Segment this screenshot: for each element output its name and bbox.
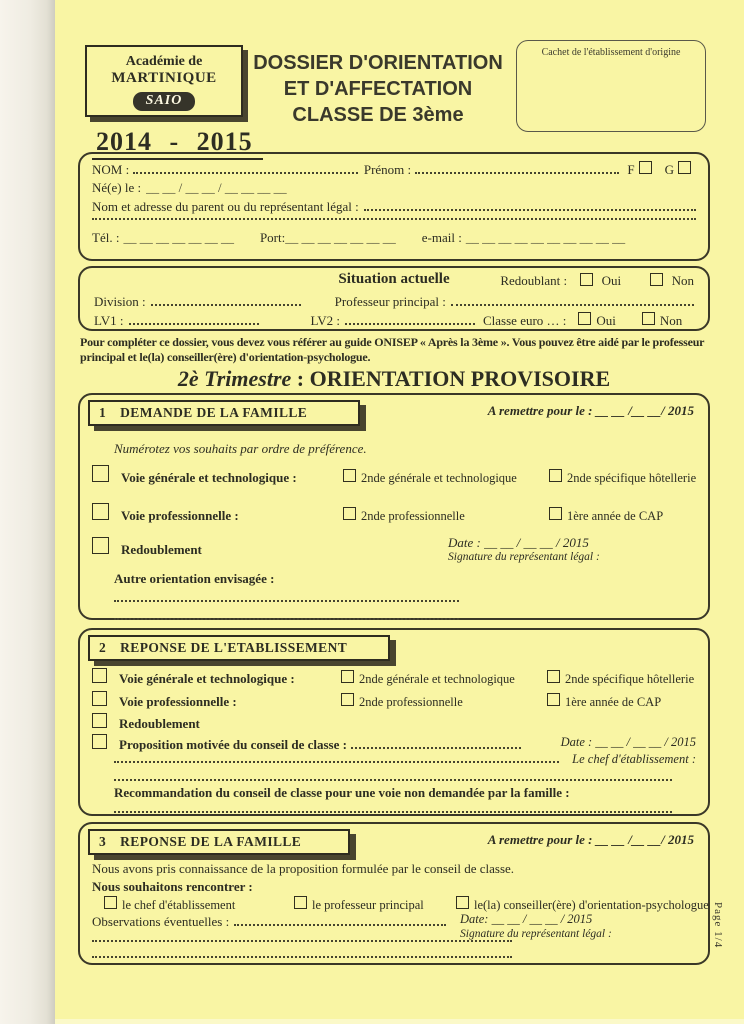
section-establishment-response bbox=[78, 628, 710, 816]
s1-other-label: Autre orientation envisagée : bbox=[114, 571, 275, 586]
redoublant-oui-label: Oui bbox=[601, 273, 622, 288]
due1-label: A remettre pour le : bbox=[487, 403, 593, 418]
form-title-line2: ET D'AFFECTATION bbox=[283, 78, 473, 100]
s1-redoublement-label: Redoublement bbox=[121, 542, 202, 557]
division-field[interactable] bbox=[151, 303, 301, 306]
s3-meet-label: Nous souhaitons rencontrer : bbox=[92, 879, 253, 894]
s3-obs-field-line2[interactable] bbox=[92, 939, 512, 942]
academy-name-line1: Académie de bbox=[125, 54, 203, 69]
academy-logo-box bbox=[85, 45, 243, 117]
s3-obs-field[interactable] bbox=[234, 923, 446, 926]
due3-label: A remettre pour le : bbox=[487, 832, 593, 847]
checkbox-s1-2nde-gt[interactable] bbox=[343, 469, 356, 482]
section1-header bbox=[88, 400, 360, 426]
s2-redoublement-label: Redoublement bbox=[119, 716, 200, 731]
s1-2nde-pro-label: 2nde professionnelle bbox=[361, 509, 465, 523]
f-label: F bbox=[627, 162, 635, 177]
g-label: G bbox=[664, 162, 674, 177]
scanner-edge bbox=[0, 0, 55, 1024]
s2-proposition-field-line2[interactable] bbox=[114, 760, 559, 763]
s2-2nde-gt-label: 2nde générale et technologique bbox=[359, 672, 515, 686]
checkbox-s2-redoublement[interactable] bbox=[92, 713, 107, 728]
checkbox-s1-cap[interactable] bbox=[549, 507, 562, 520]
s1-2nde-hotellerie-label: 2nde spécifique hôtellerie bbox=[567, 471, 697, 485]
s1-other-field-line1[interactable] bbox=[114, 599, 459, 602]
s3-signature-label: Signature du représentant légal : bbox=[460, 928, 612, 940]
email-label: e-mail : bbox=[421, 230, 462, 245]
prenom-label: Prénom : bbox=[363, 162, 412, 177]
trimester-title: ORIENTATION PROVISOIRE bbox=[309, 366, 611, 391]
section1-instruction: Numérotez vos souhaits par ordre de préférence. bbox=[114, 441, 367, 456]
tel-field[interactable]: __ __ __ __ __ __ __ bbox=[123, 230, 234, 245]
section1-number: 1 bbox=[99, 405, 107, 420]
birthdate-label: Né(e) le : bbox=[92, 180, 142, 195]
guardian-field-line1[interactable] bbox=[364, 208, 696, 211]
euro-non-label: Non bbox=[659, 313, 683, 328]
s2-recommendation-field[interactable] bbox=[114, 810, 672, 813]
prof-principal-label: Professeur principal : bbox=[334, 294, 446, 309]
guardian-label: Nom et adresse du parent ou du représentant légal : bbox=[92, 199, 359, 214]
prenom-field[interactable] bbox=[415, 171, 619, 174]
s1-cap-label: 1ère année de CAP bbox=[567, 509, 664, 523]
s1-voie-pro-label: Voie professionnelle : bbox=[121, 508, 239, 523]
redoublant-label: Redoublant : bbox=[500, 273, 568, 288]
checkbox-sex-f[interactable] bbox=[639, 161, 652, 174]
s3-prof-label: le professeur principal bbox=[312, 898, 424, 912]
checkbox-s3-chef[interactable] bbox=[104, 896, 117, 909]
section3-header bbox=[88, 829, 350, 855]
s2-2nde-hotellerie-label: 2nde spécifique hôtellerie bbox=[565, 672, 695, 686]
due1-date-field[interactable]: __ __ /__ __/ 2015 bbox=[595, 403, 694, 418]
checkbox-s3-cop[interactable] bbox=[456, 896, 469, 909]
s2-voie-generale-label: Voie générale et technologique : bbox=[119, 671, 295, 686]
birthdate-field[interactable]: __ __ / __ __ / __ __ __ __ bbox=[146, 180, 287, 195]
section2-title: REPONSE DE L'ETABLISSEMENT bbox=[120, 640, 348, 655]
nom-field[interactable] bbox=[133, 171, 358, 174]
lv2-field[interactable] bbox=[345, 322, 475, 325]
trimester-heading bbox=[78, 366, 710, 392]
checkbox-s3-prof[interactable] bbox=[294, 896, 307, 909]
s3-date-field[interactable]: __ __ / __ __ / 2015 bbox=[491, 912, 593, 926]
page-bottom-edge bbox=[55, 1019, 744, 1024]
situation-title: Situation actuelle bbox=[338, 271, 450, 287]
section-family-request bbox=[78, 393, 710, 620]
form-title-line3: CLASSE DE 3ème bbox=[292, 104, 464, 126]
checkbox-s2-cap[interactable] bbox=[547, 693, 560, 706]
checkbox-redoublant-non[interactable] bbox=[650, 273, 663, 286]
s3-date-line bbox=[460, 912, 592, 927]
s2-head-label: Le chef d'établissement : bbox=[572, 752, 696, 766]
due3-date-field[interactable]: __ __ /__ __/ 2015 bbox=[595, 832, 694, 847]
form-title-line1: DOSSIER D'ORIENTATION bbox=[253, 52, 503, 74]
s3-date-label: Date: bbox=[460, 912, 489, 926]
lv2-label: LV2 : bbox=[310, 313, 340, 328]
port-label: Port: bbox=[259, 230, 286, 245]
checkbox-s2-voie-pro[interactable] bbox=[92, 691, 107, 706]
checkbox-s1-voie-generale[interactable] bbox=[92, 465, 109, 482]
checkbox-sex-g[interactable] bbox=[678, 161, 691, 174]
prof-principal-field[interactable] bbox=[451, 303, 694, 306]
s3-obs-field-line3[interactable] bbox=[92, 955, 512, 958]
s2-proposition-field[interactable] bbox=[351, 746, 521, 749]
s3-cop-label: le(la) conseiller(ère) d'orientation-psychologue bbox=[474, 898, 709, 912]
s2-proposition-field-line3[interactable] bbox=[114, 778, 672, 781]
stamp-label: Cachet de l'établissement d'origine bbox=[541, 47, 681, 58]
trimester-prefix: 2è Trimestre bbox=[177, 366, 292, 391]
section1-title: DEMANDE DE LA FAMILLE bbox=[120, 405, 308, 420]
section3-title: REPONSE DE LA FAMILLE bbox=[120, 834, 302, 849]
s2-2nde-pro-label: 2nde professionnelle bbox=[359, 695, 463, 709]
checkbox-euro-oui[interactable] bbox=[578, 312, 591, 325]
school-year: 2014 - 2015 bbox=[92, 127, 263, 160]
trimester-separator: : bbox=[291, 366, 310, 391]
division-label: Division : bbox=[94, 294, 146, 309]
s2-voie-pro-label: Voie professionnelle : bbox=[119, 694, 237, 709]
nom-label: NOM : bbox=[92, 162, 130, 177]
s2-recommendation-label: Recommandation du conseil de classe pour une voie non demandée par la famille : bbox=[114, 785, 570, 800]
onisep-notice bbox=[80, 335, 710, 365]
s1-voie-generale-label: Voie générale et technologique : bbox=[121, 470, 297, 485]
checkbox-euro-non[interactable] bbox=[642, 312, 655, 325]
checkbox-s2-2nde-gt[interactable] bbox=[341, 670, 354, 683]
s3-obs-label: Observations éventuelles : bbox=[92, 914, 230, 929]
section-family-response bbox=[78, 822, 710, 965]
section2-header bbox=[88, 635, 390, 661]
email-field[interactable]: __ __ __ __ __ __ __ __ __ __ bbox=[465, 230, 626, 245]
checkbox-s1-2nde-pro[interactable] bbox=[343, 507, 356, 520]
saio-badge: SAIO bbox=[133, 92, 196, 111]
checkbox-s1-voie-pro[interactable] bbox=[92, 503, 109, 520]
euro-oui-label: Oui bbox=[596, 313, 616, 328]
section1-due bbox=[488, 403, 694, 419]
s1-date-label: Date : bbox=[448, 535, 481, 550]
s1-date-field[interactable]: __ __ / __ __ / 2015 bbox=[484, 535, 589, 550]
form-title bbox=[252, 50, 504, 128]
s2-date-label: Date : bbox=[560, 735, 593, 749]
s1-other-field-line2[interactable] bbox=[114, 617, 459, 620]
s1-2nde-gt-label: 2nde générale et technologique bbox=[361, 471, 517, 485]
classe-euro-label: Classe euro … : bbox=[483, 313, 567, 328]
identity-section bbox=[78, 152, 710, 261]
s2-proposition-label: Proposition motivée du conseil de classe : bbox=[119, 737, 347, 752]
checkbox-s2-voie-generale[interactable] bbox=[92, 668, 107, 683]
s2-date-field[interactable]: __ __ / __ __ / 2015 bbox=[595, 735, 696, 749]
page-number: Page 1/4 bbox=[712, 902, 724, 949]
establishment-stamp-box bbox=[516, 40, 706, 132]
section3-number: 3 bbox=[99, 834, 107, 849]
lv1-field[interactable] bbox=[129, 322, 259, 325]
notice-line2: principal et le(la) conseiller(ère) d'orientation-psychologue. bbox=[80, 350, 371, 364]
lv1-label: LV1 : bbox=[94, 313, 124, 328]
checkbox-s2-proposition[interactable] bbox=[92, 734, 107, 749]
tel-label: Tél. : bbox=[92, 230, 120, 245]
guardian-field-line2[interactable] bbox=[92, 217, 696, 220]
checkbox-s1-2nde-hotellerie[interactable] bbox=[549, 469, 562, 482]
s3-chef-label: le chef d'établissement bbox=[122, 898, 236, 912]
academy-name-line2: MARTINIQUE bbox=[111, 70, 217, 86]
checkbox-s1-redoublement[interactable] bbox=[92, 537, 109, 554]
notice-line1: Pour compléter ce dossier, vous devez vous référer au guide ONISEP « Après la 3ème ». Vous pouvez être aidé par le professeur bbox=[80, 335, 705, 349]
current-situation-section bbox=[78, 266, 710, 331]
redoublant-non-label: Non bbox=[671, 273, 694, 288]
section2-number: 2 bbox=[99, 640, 107, 655]
s1-date-line bbox=[448, 535, 600, 551]
port-field[interactable]: __ __ __ __ __ __ __ bbox=[285, 230, 396, 245]
checkbox-s2-2nde-pro[interactable] bbox=[341, 693, 354, 706]
s1-signature-label: Signature du représentant légal : bbox=[448, 551, 600, 563]
checkbox-s2-2nde-hotellerie[interactable] bbox=[547, 670, 560, 683]
s3-ack-text: Nous avons pris connaissance de la proposition formulée par le conseil de classe. bbox=[92, 861, 515, 876]
redoublant-group bbox=[500, 273, 694, 289]
section3-due bbox=[488, 832, 694, 848]
checkbox-redoublant-oui[interactable] bbox=[580, 273, 593, 286]
s2-cap-label: 1ère année de CAP bbox=[565, 695, 662, 709]
s2-date-line bbox=[561, 735, 696, 750]
